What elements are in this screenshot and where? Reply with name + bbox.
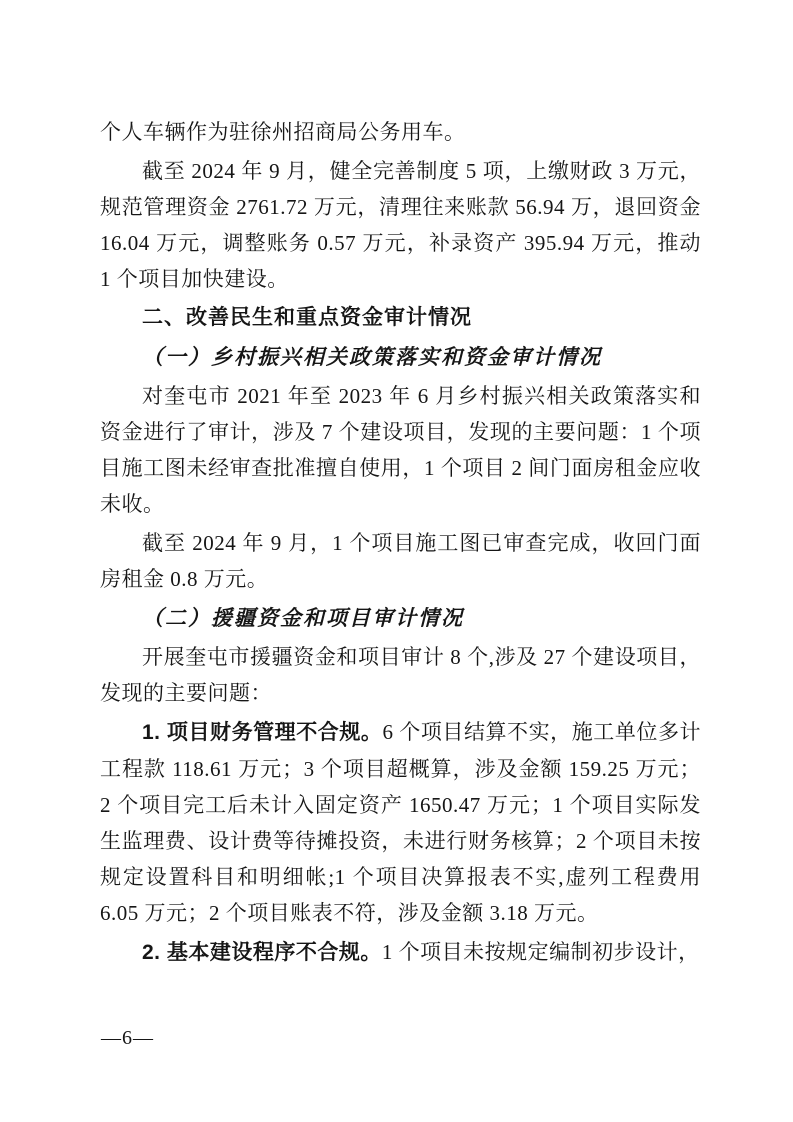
paragraph-rectification-summary bbox=[100, 153, 701, 297]
paragraph-xinjiang-aid-intro bbox=[100, 639, 701, 711]
paragraph-carryover bbox=[100, 114, 701, 150]
heading-subsection-1 bbox=[100, 339, 701, 375]
paragraph-finding-1 bbox=[100, 714, 701, 931]
paragraph-rectification-summary-text: 截至 2024 年 9 月，健全完善制度 5 项，上缴财政 3 万元，规范管理资金 2761.72 万元，清理往来账款 56.94 万，退回资金 16.04 万元，调整账务 0.57 万元，补录资产 395.94 万元，推动 1 个项目加快建设。 bbox=[100, 159, 701, 291]
finding-2-lead: 2. 基本建设程序不合规。 bbox=[142, 941, 382, 964]
heading-subsection-2 bbox=[100, 600, 701, 636]
finding-1-lead: 1. 项目财务管理不合规。 bbox=[142, 721, 383, 744]
finding-1-text: 6 个项目结算不实，施工单位多计工程款 118.61 万元；3 个项目超概算，涉及金额 159.25 万元；2 个项目完工后未计入固定资产 1650.47 万元；1 个项目实际发生监理费、设计费等待摊投资，未进行财务核算；2 个项目未按规定设置科目和明细帐;1 个项目决算报表不实,虚列工程费用 6.05 万元；2 个项目账表不符，涉及金额 3.18 万元。 bbox=[100, 720, 701, 925]
finding-2-text: 1 个项目未按规定编制初步设计， bbox=[381, 940, 700, 964]
paragraph-finding-2 bbox=[100, 934, 701, 971]
paragraph-rural-revitalization-audit bbox=[100, 378, 701, 522]
page-number: —6— bbox=[101, 1027, 154, 1049]
heading-subsection-2-text: （二）援疆资金和项目审计情况 bbox=[142, 606, 464, 630]
heading-subsection-1-text: （一）乡村振兴相关政策落实和资金审计情况 bbox=[142, 345, 602, 369]
paragraph-carryover-text: 个人车辆作为驻徐州招商局公务用车。 bbox=[100, 120, 466, 144]
paragraph-rural-rectification bbox=[100, 525, 701, 597]
heading-section-2-text: 二、改善民生和重点资金审计情况 bbox=[142, 306, 472, 329]
paragraph-rural-rectification-text: 截至 2024 年 9 月，1 个项目施工图已审查完成，收回门面房租金 0.8 万元。 bbox=[100, 531, 701, 591]
heading-section-2 bbox=[100, 300, 701, 336]
paragraph-rural-revitalization-audit-text: 对奎屯市 2021 年至 2023 年 6 月乡村振兴相关政策落实和资金进行了审计，涉及 7 个建设项目，发现的主要问题：1 个项目施工图未经审查批准擅自使用，1 个项目 2 间门面房租金应收未收。 bbox=[100, 384, 701, 516]
paragraph-xinjiang-aid-intro-text: 开展奎屯市援疆资金和项目审计 8 个,涉及 27 个建设项目，发现的主要问题： bbox=[100, 645, 701, 705]
